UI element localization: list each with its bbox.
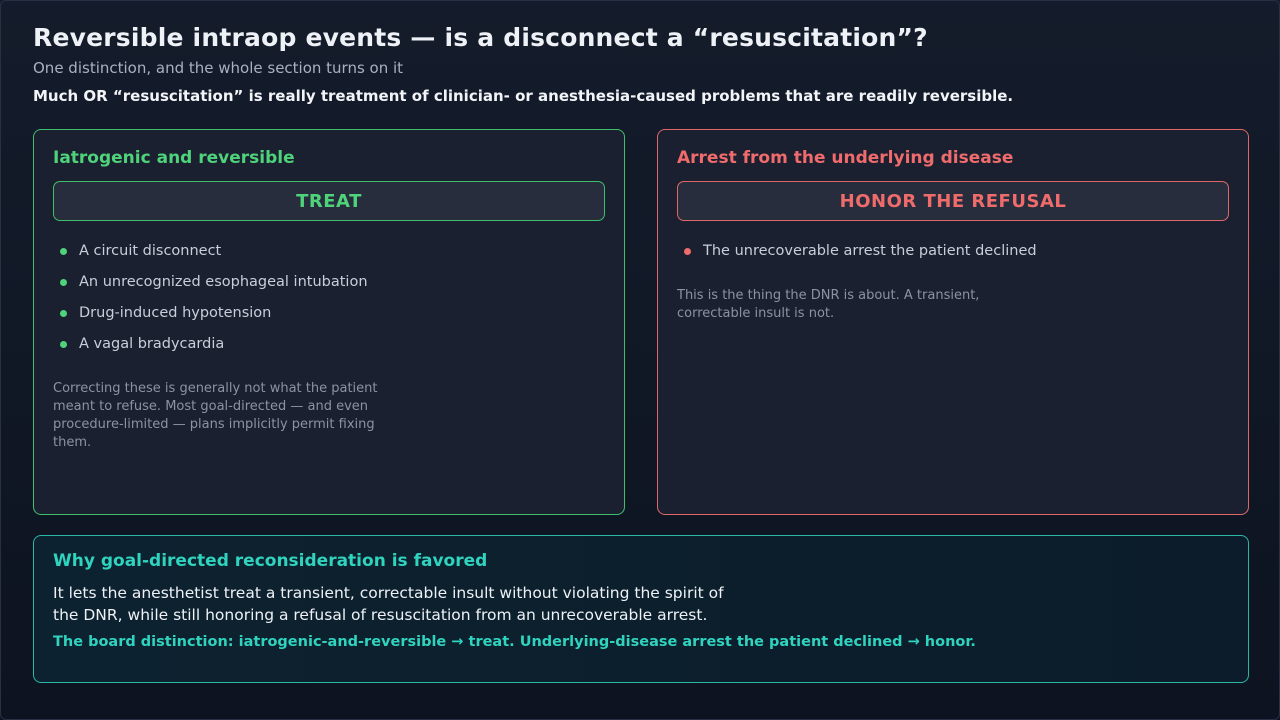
iatrogenic-card-heading: Iatrogenic and reversible — [53, 148, 295, 168]
list-item — [53, 334, 368, 365]
underlying-disease-card-note: This is the thing the DNR is about. A transient, correctable insult is not. — [677, 288, 980, 321]
rationale-heading: Why goal-directed reconsideration is favored — [53, 551, 488, 571]
iatrogenic-card — [33, 129, 625, 515]
underlying-disease-list — [677, 241, 1037, 272]
lede-statement: Much OR “resuscitation” is really treatment of clinician- or anesthesia-caused problems that are readily reversible. — [33, 87, 1014, 105]
bullet-dot-icon — [60, 279, 67, 286]
bullet-dot-icon — [684, 248, 691, 255]
list-item-label: An unrecognized esophageal intubation — [79, 274, 368, 290]
list-item-label: The unrecoverable arrest the patient declined — [703, 243, 1037, 259]
rationale-panel — [33, 535, 1249, 683]
list-item-label: A vagal bradycardia — [79, 336, 225, 352]
underlying-disease-card — [657, 129, 1249, 515]
treat-verdict-badge: TREAT — [53, 181, 605, 221]
list-item-label: Drug-induced hypotension — [79, 305, 272, 321]
rationale-body: It lets the anesthetist treat a transient, correctable insult without violating the spirit of the DNR, while still honoring a refusal of resuscitation from an unrecoverable arrest. — [53, 584, 724, 624]
page-title: Reversible intraop events — is a disconnect a “resuscitation”? — [33, 23, 928, 52]
board-distinction-rule: The board distinction: iatrogenic-and-reversible → treat. Underlying-disease arrest the patient declined → honor. — [53, 634, 976, 650]
underlying-disease-card-heading: Arrest from the underlying disease — [677, 148, 1014, 168]
iatrogenic-event-list — [53, 241, 368, 365]
bullet-dot-icon — [60, 310, 67, 317]
list-item — [53, 241, 368, 272]
list-item — [53, 303, 368, 334]
bullet-dot-icon — [60, 341, 67, 348]
bullet-dot-icon — [60, 248, 67, 255]
list-item — [677, 241, 1037, 272]
honor-refusal-verdict-badge: HONOR THE REFUSAL — [677, 181, 1229, 221]
page-subtitle: One distinction, and the whole section turns on it — [33, 59, 404, 77]
list-item — [53, 272, 368, 303]
iatrogenic-card-note: Correcting these is generally not what the patient meant to refuse. Most goal-directed — and even procedure-limited — plans implicitly permit fixing them. — [53, 381, 378, 450]
list-item-label: A circuit disconnect — [79, 243, 222, 259]
